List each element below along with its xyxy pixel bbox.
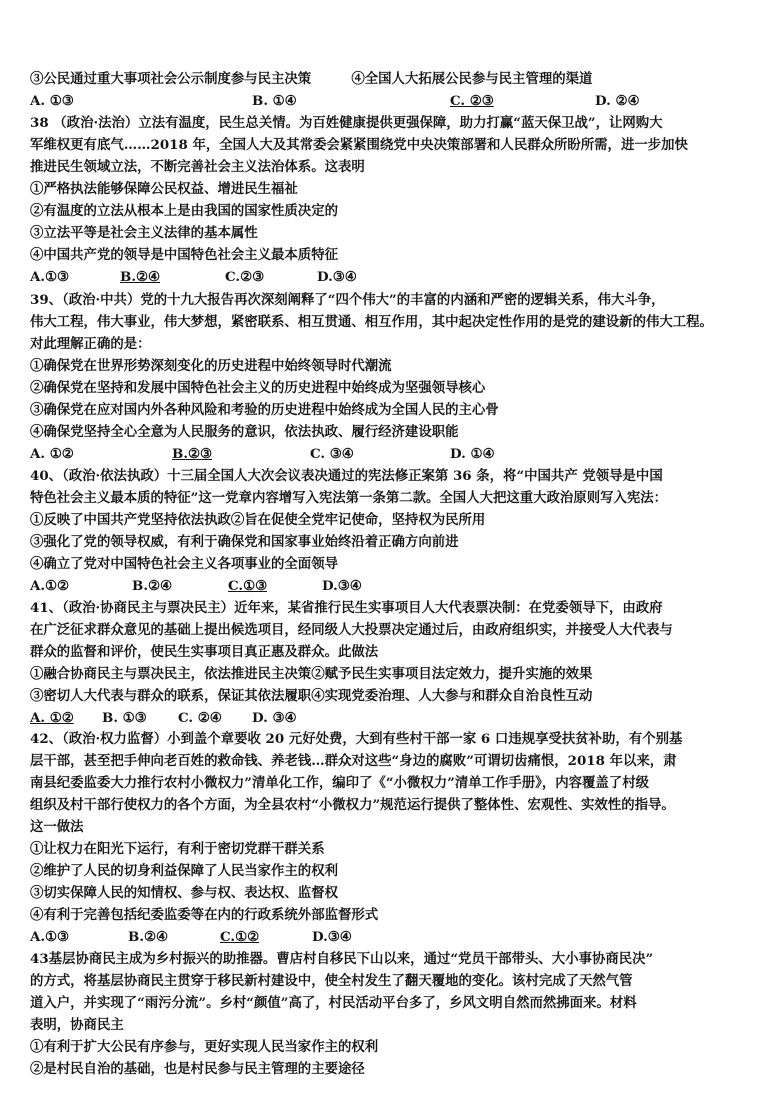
q38-options xyxy=(30,267,752,287)
q41-option-c: C. ②④ xyxy=(178,710,222,726)
q37-statement-3-4: ③公民通过重大事项社会公示制度参与民主决策 ④全国人大拓展公民参与民主管理的渠道 xyxy=(30,71,593,87)
q43-stem-line-1: 43基层协商民主成为乡村振兴的助推器。曹店村自移民下山以来，通过“党员干部带头、大小事协商民决” xyxy=(30,951,654,967)
q41-option-b: B. ①③ xyxy=(102,710,147,726)
q40-option-b: B.②④ xyxy=(132,578,172,594)
q39-statement-3: ③确保党在应对国内外各种风险和考验的历史进程中始终成为全国人民的主心骨 xyxy=(30,402,499,418)
q39-stem-line-2: 伟大工程，伟大事业，伟大梦想，紧密联系、相互贯通、相互作用，其中起决定性作用的是党的建设新的伟大工程。 xyxy=(30,314,713,330)
q42-option-c: C.①② xyxy=(220,929,260,945)
q38-option-d: D.③④ xyxy=(317,269,357,285)
q38-option-a: A.①③ xyxy=(30,269,70,285)
q40-stem-line-1: 40、（政治·依法执政）十三届全国人大次会议表决通过的宪法修正案第 36 条，将“中国共产 党领导是中国 xyxy=(30,468,663,484)
q40-stem-line-2: 特色社会主义最本质的特征”这一党章内容增写入宪法第一条第二款。全国人大把这重大政治原则写入宪法： xyxy=(30,490,668,506)
q39-option-a: A. ①② xyxy=(30,446,74,462)
q40-statement-3: ③强化了党的领导权威，有利于确保党和国家事业始终沿着正确方向前进 xyxy=(30,534,459,550)
q42-stem-line-1: 42、（政治·权力监督）小到盖个章要收 20 元好处费，大到有些村干部一家 6 口违规享受扶贫补助，有个别基 xyxy=(30,731,683,747)
q38-stem-line-2: 军维权更有底气……2018 年，全国人大及其常委会紧紧围绕党中央决策部署和人民群众所盼所需，进一步加快 xyxy=(30,137,688,153)
q41-stem-line-2: 在广泛征求群众意见的基础上提出候选项目，经同级人大投票决定通过后，由政府组织实，并接受人大代表与 xyxy=(30,622,673,638)
q41-option-d: D. ③④ xyxy=(252,710,297,726)
q39-stem-line-1: 39、（政治·中共）党的十九大报告再次深刻阐释了“四个伟大”的丰富的内涵和严密的逻辑关系，伟大斗争， xyxy=(30,292,665,308)
q42-statement-2: ②维护了人民的切身利益保障了人民当家作主的权利 xyxy=(30,863,338,879)
q39-statement-4: ④确保党坚持全心全意为人民服务的意识，依法执政、履行经济建设职能 xyxy=(30,424,459,440)
q41-stem-line-3: 群众的监督和评价，使民生实事项目真正惠及群众。此做法 xyxy=(30,644,379,660)
q41-statement-1-2: ①融合协商民主与票决民主，依法推进民主决策②赋予民生实事项目法定效力，提升实施的效果 xyxy=(30,666,593,682)
q38-statement-4: ④中国共产党的领导是中国特色社会主义最本质特征 xyxy=(30,247,338,263)
q40-option-a: A.①② xyxy=(30,578,70,594)
q42-option-b: B.②④ xyxy=(128,929,168,945)
q38-option-c: C.②③ xyxy=(225,269,265,285)
q37-option-b: B. ①④ xyxy=(252,93,297,109)
q43-stem-line-2: 的方式，将基层协商民主贯穿于移民新村建设中，使全村发生了翻天覆地的变化。该村完成了天然气管 xyxy=(30,973,633,989)
q39-option-d: D. ①④ xyxy=(450,446,495,462)
q39-option-b: B.②③ xyxy=(172,446,212,462)
q42-statement-4: ④有利于完善包括纪委监委等在内的行政系统外部监督形式 xyxy=(30,907,379,923)
q42-stem-line-3: 南县纪委监委大力推行农村小微权力”清单化工作，编印了《“小微权力”清单工作手册》，内容覆盖了村级 xyxy=(30,775,649,791)
q40-option-c: C.①③ xyxy=(228,578,268,594)
q38-option-b: B.②④ xyxy=(120,269,160,285)
q42-option-d: D.③④ xyxy=(312,929,352,945)
q43-statement-1: ①有利于扩大公民有序参与，更好实现人民当家作主的权利 xyxy=(30,1039,379,1055)
q42-stem-line-4: 组织及村干部行使权力的各个方面，为全县农村“小微权力”规范运行提供了整体性、宏观性、实效性的指导。 xyxy=(30,797,675,813)
q43-stem-line-3: 道入户，并实现了“雨污分流”。乡村“颜值”高了，村民活动平台多了，乡风文明自然而然拂面来。材料 xyxy=(30,995,637,1011)
q39-option-c: C. ③④ xyxy=(310,446,354,462)
q41-option-a: A. ①② xyxy=(30,710,74,726)
q40-option-d: D.③④ xyxy=(322,578,362,594)
q42-statement-3: ③切实保障人民的知情权、参与权、表达权、监督权 xyxy=(30,885,338,901)
q40-options xyxy=(30,576,752,596)
q39-options xyxy=(30,444,752,464)
q37-options xyxy=(30,91,752,111)
q42-options xyxy=(30,927,752,947)
q43-statement-2: ②是村民自治的基础，也是村民参与民主管理的主要途径 xyxy=(30,1061,365,1077)
q39-stem-line-3: 对此理解正确的是： xyxy=(30,336,151,352)
q37-option-d: D. ②④ xyxy=(595,93,640,109)
q38-statement-1: ①严格执法能够保障公民权益、增进民生福祉 xyxy=(30,181,298,197)
q41-options xyxy=(30,708,752,728)
q43-stem-line-4: 表明，协商民主 xyxy=(30,1017,124,1033)
q37-option-c: C. ②③ xyxy=(450,93,494,109)
q41-statement-3-4: ③密切人大代表与群众的联系，保证其依法履职④实现党委治理、人大参与和群众自治良性互动 xyxy=(30,688,593,704)
q42-statement-1: ①让权力在阳光下运行，有利于密切党群干群关系 xyxy=(30,841,325,857)
q42-stem-line-5: 这一做法 xyxy=(30,819,84,835)
q37-option-a: A. ①③ xyxy=(30,93,74,109)
q42-option-a: A.①③ xyxy=(30,929,70,945)
q38-stem-line-1: 38 （政治·法治）立法有温度，民生总关情。为百姓健康提供更强保障，助力打赢“蓝天保卫战”，让网购大 xyxy=(30,115,663,131)
q39-statement-2: ②确保党在坚持和发展中国特色社会主义的历史进程中始终成为坚强领导核心 xyxy=(30,380,486,396)
q38-stem-line-3: 推进民生领域立法，不断完善社会主义法治体系。这表明 xyxy=(30,159,365,175)
q39-statement-1: ①确保党在世界形势深刻变化的历史进程中始终领导时代潮流 xyxy=(30,358,392,374)
q40-statement-4: ④确立了党对中国特色社会主义各项事业的全面领导 xyxy=(30,556,338,572)
q38-statement-2: ②有温度的立法从根本上是由我国的国家性质决定的 xyxy=(30,203,338,219)
q38-statement-3: ③立法平等是社会主义法律的基本属性 xyxy=(30,225,258,241)
q42-stem-line-2: 层干部，甚至把手伸向老百姓的救命钱、养老钱…群众对这些“身边的腐败”可谓切齿痛恨，2018 年以来，肃 xyxy=(30,753,677,769)
q41-stem-line-1: 41、（政治·协商民主与票决民主）近年来，某省推行民生实事项目人大代表票决制：在党委领导下，由政府 xyxy=(30,600,663,616)
q40-statement-1-2: ①反映了中国共产党坚持依法执政②旨在促使全党牢记使命，坚持权为民所用 xyxy=(30,512,486,528)
